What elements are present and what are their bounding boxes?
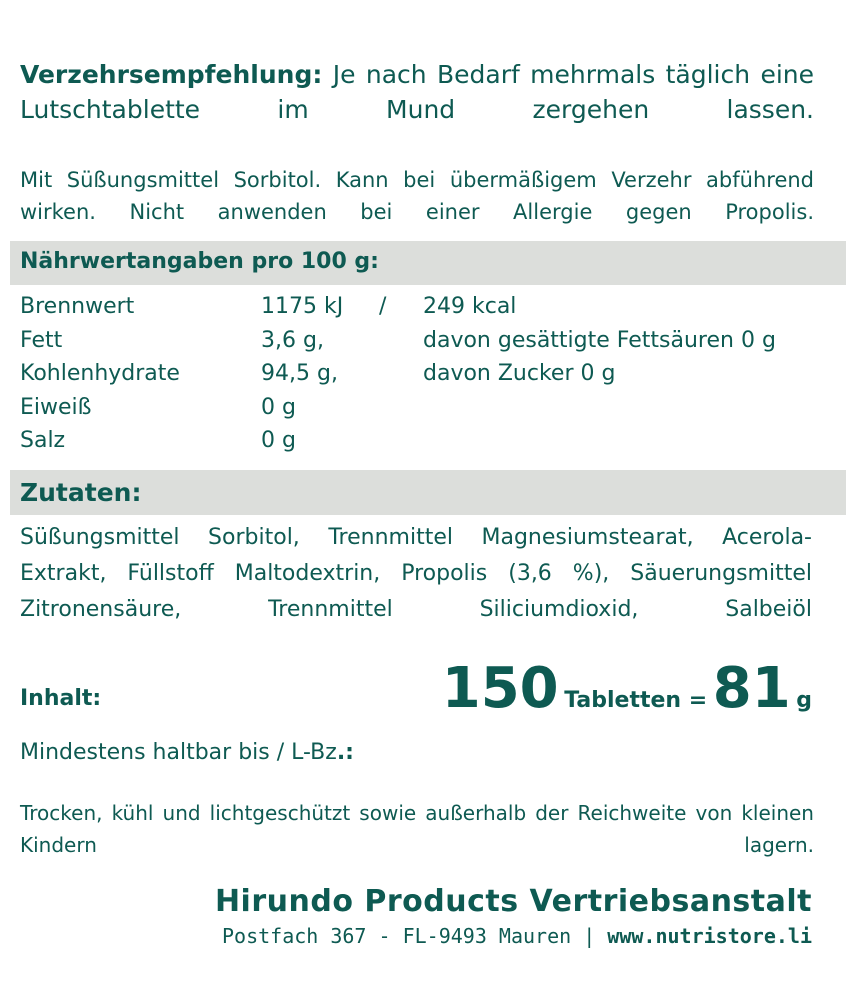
nutrient-name: Eiweiß	[20, 394, 92, 420]
usage-text: Je nach Bedarf mehrmals täglich eine Lutschtablette im Mund zergehen lassen.	[20, 60, 814, 124]
nutrient-value: 3,6 g,	[261, 327, 324, 353]
nutrient-name: Fett	[20, 327, 63, 353]
tablet-count: 150	[441, 656, 559, 721]
nutrient-extra: 249 kcal	[423, 294, 517, 319]
nutrient-value: 94,5 g,	[261, 361, 338, 386]
nutrient-name: Brennwert	[20, 294, 135, 319]
company-name: Hirundo Products Vertriebsanstalt	[214, 884, 812, 919]
sweetener-note: Mit Süßungsmittel Sorbitol. Kann bei übermäßigem Verzehr abführend wirken. Nicht anwenden bei einer Allergie gegen Propolis.	[20, 168, 814, 224]
nutrient-value: 1175 kJ	[261, 294, 344, 319]
website: www.nutristore.li	[607, 924, 812, 948]
company-address	[222, 924, 812, 948]
best-before	[20, 740, 354, 765]
nutrient-name: Salz	[20, 428, 66, 453]
nutrient-value: 0 g	[261, 428, 296, 453]
ingredients-text: Süßungsmittel Sorbitol, Trennmittel Magnesiumstearat, Acerola-Extrakt, Füllstoff Maltodextrin, Propolis (3,6 %), Säuerungsmittel Zitronensäure, Trennmittel Siliciumdioxid, Salbeiöl	[20, 525, 812, 622]
storage-instructions: Trocken, kühl und lichtgeschützt sowie außerhalb der Reichweite von kleinen Kindern lagern.	[20, 801, 814, 857]
nutrient-separator: /	[379, 294, 387, 319]
contents-label: Inhalt:	[20, 686, 102, 711]
nutrient-name: Kohlenhydrate	[20, 361, 180, 386]
usage-recommendation	[20, 57, 814, 127]
tablet-unit: Tabletten =	[564, 688, 708, 713]
contents-quantity	[442, 656, 812, 721]
nutrition-heading: Nährwertangaben pro 100 g:	[20, 249, 379, 274]
nutrient-extra: davon gesättigte Fettsäuren 0 g	[423, 327, 776, 353]
ingredients-heading: Zutaten:	[20, 478, 142, 507]
net-weight: 81	[712, 656, 791, 721]
net-weight-unit: g	[796, 688, 812, 713]
ingredients-heading-band	[10, 470, 846, 515]
nutrient-value: 0 g	[261, 394, 296, 420]
usage-label: Verzehrsempfehlung:	[20, 60, 323, 89]
nutrient-extra: davon Zucker 0 g	[423, 361, 616, 386]
best-before-text: Mindestens haltbar bis / L-Bz	[20, 740, 337, 765]
best-before-suffix: .:	[336, 740, 354, 765]
postal-address: Postfach 367 - FL-9493 Mauren |	[221, 924, 608, 948]
nutrition-heading-band	[10, 241, 846, 285]
